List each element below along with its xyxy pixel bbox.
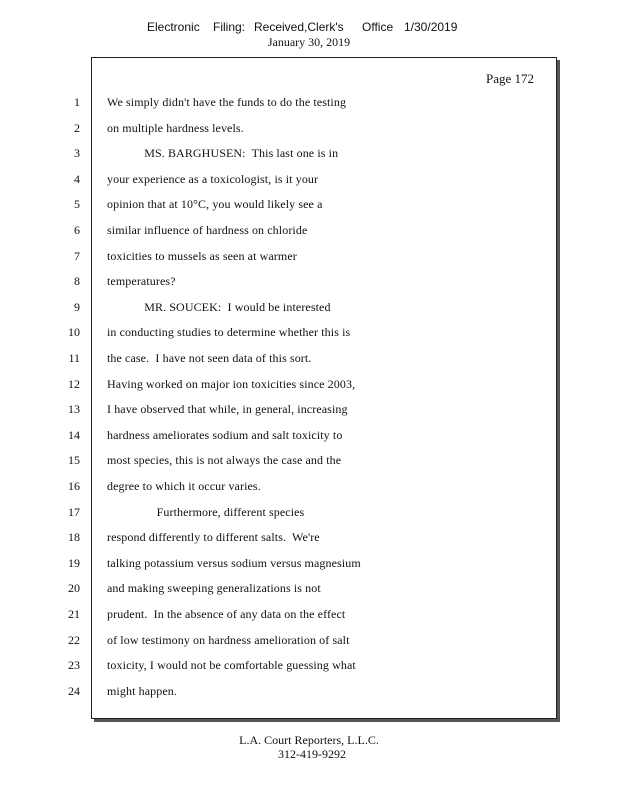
stamp-electronic: Electronic [147,20,200,34]
line-text: prudent. In the absence of any data on the effect [107,607,346,621]
stamp-office: Office [362,20,394,34]
line-text: toxicity, I would not be comfortable guessing what [107,658,356,672]
filing-stamp [0,20,618,36]
line-text: similar influence of hardness on chloride [107,223,308,237]
line-number: 10 [68,325,80,339]
line-text: might happen. [107,684,177,698]
line-text: in conducting studies to determine whether this is [107,325,351,339]
stamp-received: Received,Clerk's [254,20,344,34]
line-number: 2 [74,121,80,135]
line-text: talking potassium versus sodium versus magnesium [107,556,361,570]
line-text: of low testimony on hardness amelioration of salt [107,633,350,647]
line-text: and making sweeping generalizations is not [107,581,321,595]
page-number: Page 172 [485,71,534,86]
line-number: 12 [68,377,80,391]
line-number: 24 [68,684,80,698]
line-text: degree to which it occur varies. [107,479,261,493]
line-number: 7 [74,249,80,263]
line-number: 19 [68,556,80,570]
stamp-date: 1/30/2019 [404,20,458,34]
line-text: opinion that at 10°C, you would likely see a [107,197,323,211]
line-number: 5 [74,197,80,211]
line-number: 23 [68,658,80,672]
line-text: toxicities to mussels as seen at warmer [107,249,297,263]
line-text: hardness ameliorates sodium and salt toxicity to [107,428,343,442]
line-number: 15 [68,453,80,467]
line-number: 6 [74,223,80,237]
line-number: 13 [68,402,80,416]
line-text: your experience as a toxicologist, is it your [107,172,319,186]
line-text: Having worked on major ion toxicities since 2003, [107,377,356,391]
stamp-filing: Filing: [213,20,246,34]
line-number: 21 [68,607,80,621]
line-text: We simply didn't have the funds to do the testing [107,95,347,109]
line-number: 11 [68,351,80,365]
line-number: 17 [68,505,80,519]
line-text: respond differently to different salts. We're [107,530,320,544]
footer-company: L.A. Court Reporters, L.L.C. [239,733,379,747]
line-number: 18 [68,530,80,544]
footer-phone: 312-419-9292 [278,747,346,761]
line-number: 9 [74,300,80,314]
line-number: 4 [74,172,80,186]
line-text: MR. SOUCEK: I would be interested [107,300,331,314]
line-text: MS. BARGHUSEN: This last one is in [107,146,339,160]
line-number: 8 [74,274,80,288]
line-text: Furthermore, different species [107,505,305,519]
line-number: 14 [68,428,80,442]
line-number: 20 [68,581,80,595]
line-number: 22 [68,633,80,647]
line-text: temperatures? [107,274,176,288]
line-text: most species, this is not always the case and the [107,453,342,467]
line-text: the case. I have not seen data of this sort. [107,351,312,365]
header-date: January 30, 2019 [267,35,351,49]
line-number: 3 [74,146,80,160]
line-number: 1 [74,95,80,109]
line-text: I have observed that while, in general, increasing [107,402,348,416]
line-text: on multiple hardness levels. [107,121,244,135]
line-number: 16 [68,479,80,493]
